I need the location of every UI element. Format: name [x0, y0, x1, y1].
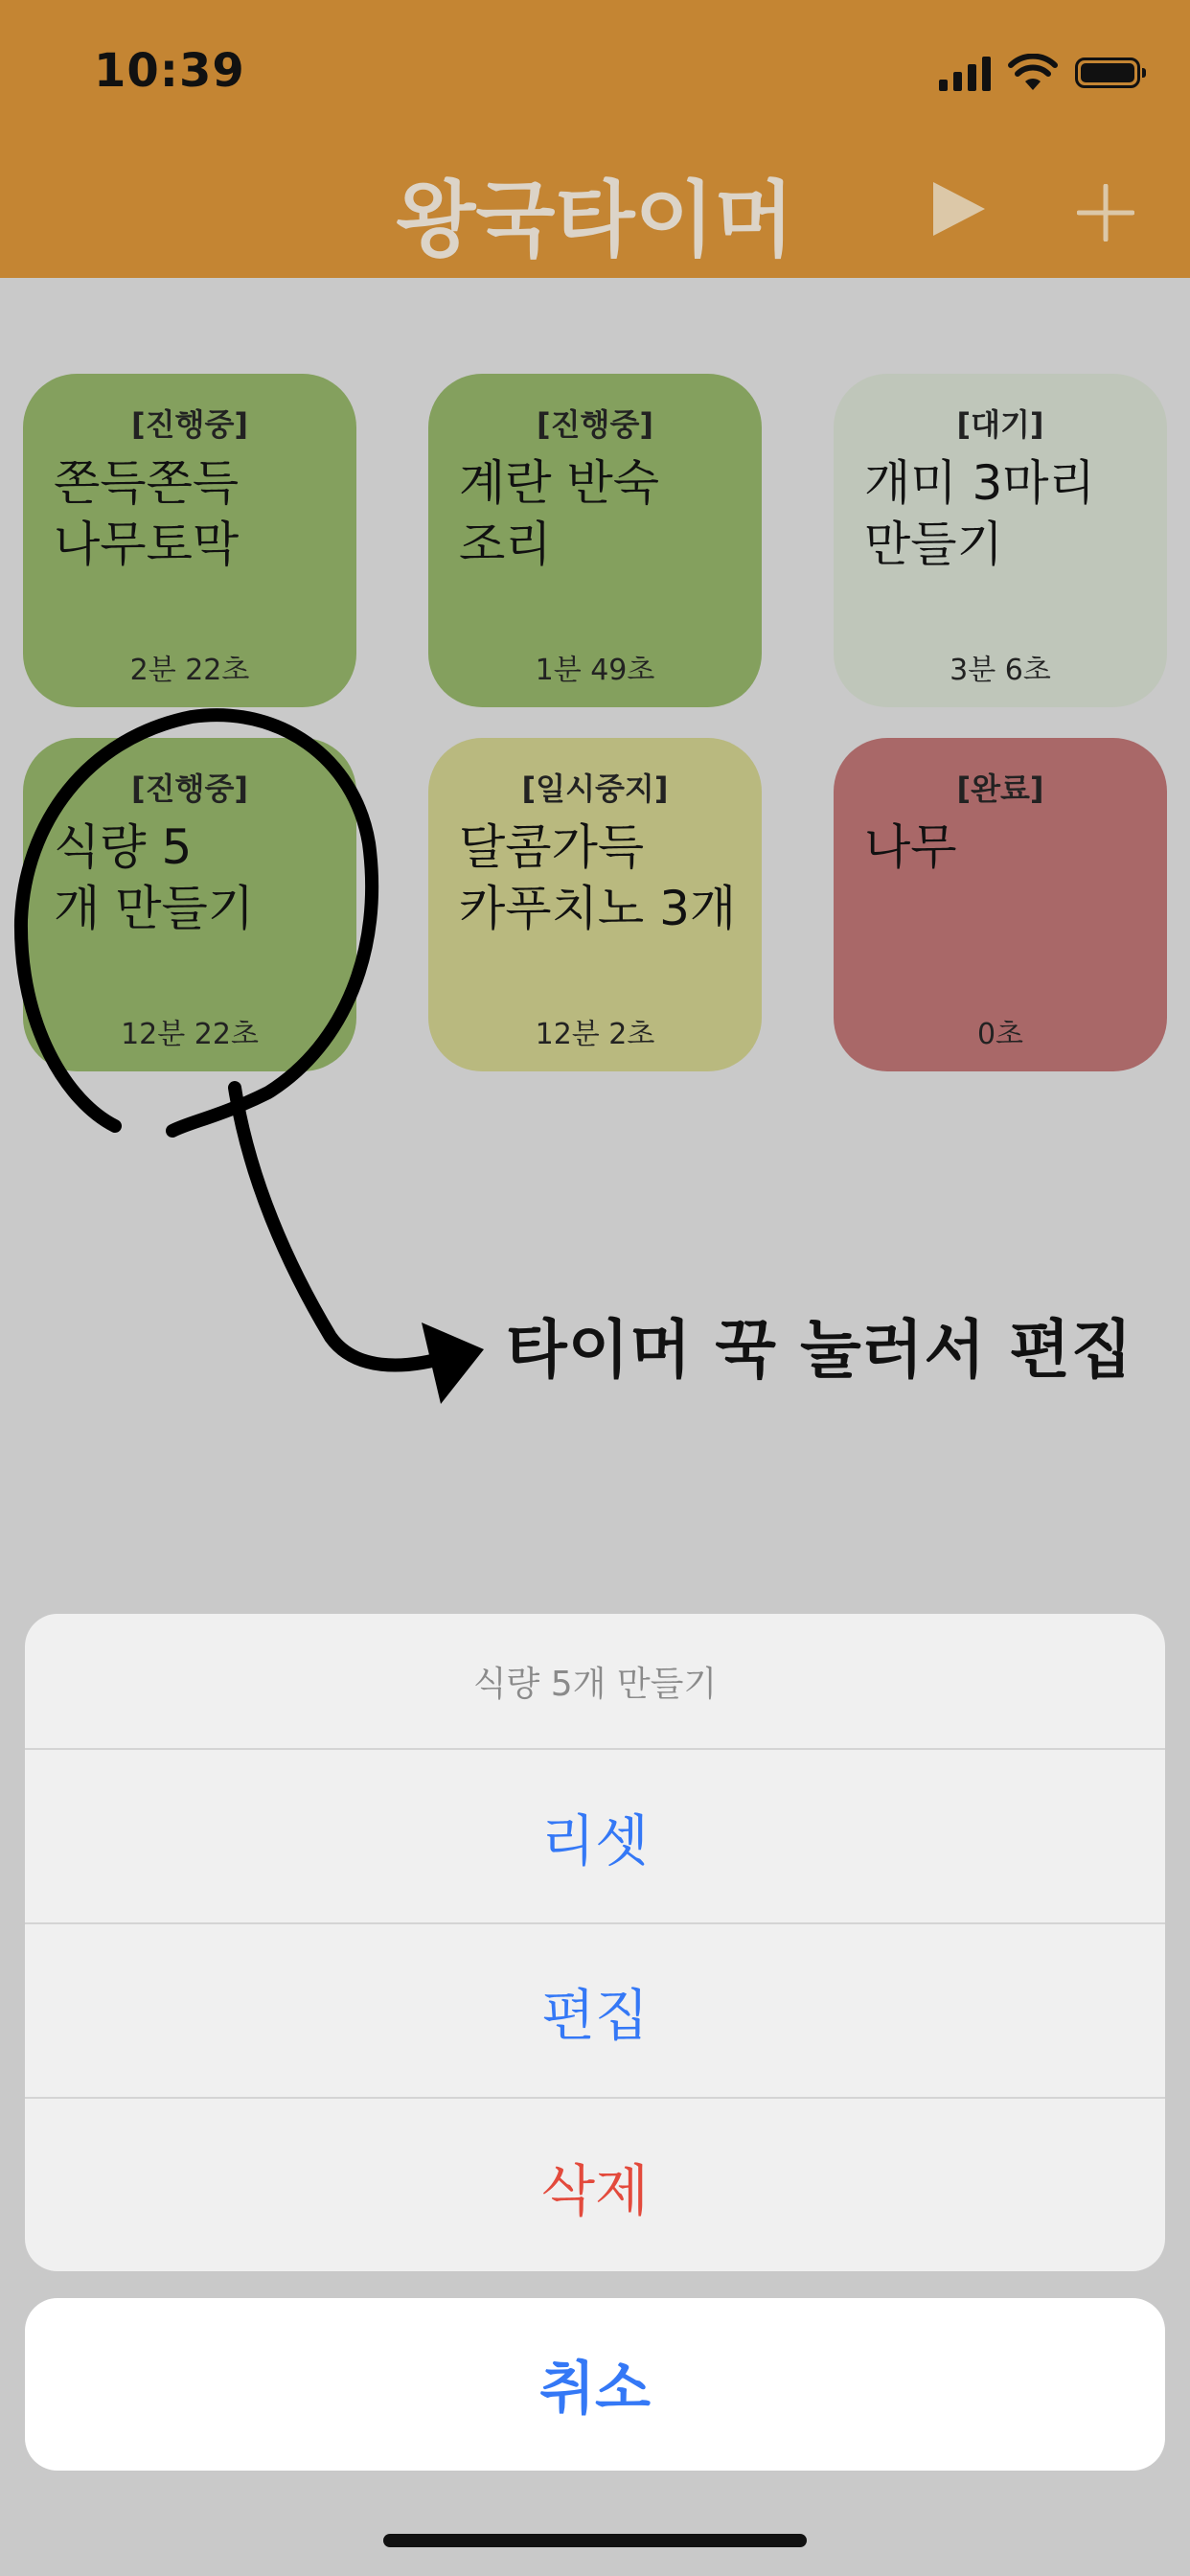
timer-tile[interactable] [428, 374, 762, 707]
timer-status: [진행중] [131, 406, 248, 443]
edit-button[interactable]: 편집 [25, 1924, 1165, 2099]
status-bar-icons [939, 52, 1140, 94]
timer-tile[interactable] [23, 374, 356, 707]
cellular-signal-icon [939, 55, 991, 91]
action-sheet-title: 식량 5개 만들기 [25, 1614, 1165, 1750]
timer-name: 계란 반숙 조리 [459, 455, 660, 572]
timer-tile[interactable] [834, 374, 1167, 707]
timer-remaining: 3분 6초 [950, 654, 1051, 687]
navigation-header [0, 0, 1190, 278]
plus-icon[interactable] [1077, 184, 1134, 242]
timer-name: 쫀득쫀득 나무토막 [54, 455, 240, 572]
home-indicator[interactable] [383, 2534, 807, 2547]
page-title: 왕국타이머 [396, 172, 794, 268]
timer-tile[interactable] [428, 738, 762, 1071]
timer-remaining: 12분 22초 [121, 1018, 259, 1051]
timer-name: 달콤가득 카푸치노 3개 [459, 819, 737, 936]
timer-tile[interactable] [23, 738, 356, 1071]
battery-icon [1075, 58, 1140, 88]
timer-status: [대기] [956, 406, 1044, 443]
timer-remaining: 0초 [976, 1018, 1024, 1051]
timer-remaining: 2분 22초 [129, 654, 250, 687]
timer-status: [완료] [956, 770, 1044, 807]
action-sheet [25, 1614, 1165, 2271]
timer-name: 식량 5 개 만들기 [54, 819, 255, 936]
timer-name: 나무 [864, 819, 957, 875]
annotation-arrow [235, 1088, 450, 1366]
timer-tile[interactable] [834, 738, 1167, 1071]
annotation-text: 타이머 꾹 눌러서 편집 [506, 1313, 1133, 1387]
timer-status: [일시중지] [521, 770, 669, 807]
timer-status: [진행중] [131, 770, 248, 807]
status-bar-time: 10:39 [94, 44, 245, 98]
reset-button[interactable]: 리셋 [25, 1750, 1165, 1924]
cancel-button[interactable]: 취소 [25, 2298, 1165, 2471]
timer-remaining: 12분 2초 [535, 1018, 655, 1051]
annotation-arrowhead [422, 1322, 484, 1404]
wifi-icon [1008, 54, 1058, 92]
timer-remaining: 1분 49초 [535, 654, 655, 687]
timer-name: 개미 3마리 만들기 [864, 455, 1095, 572]
timer-status: [진행중] [537, 406, 653, 443]
play-icon[interactable] [929, 180, 987, 238]
delete-button[interactable]: 삭제 [540, 2158, 650, 2223]
